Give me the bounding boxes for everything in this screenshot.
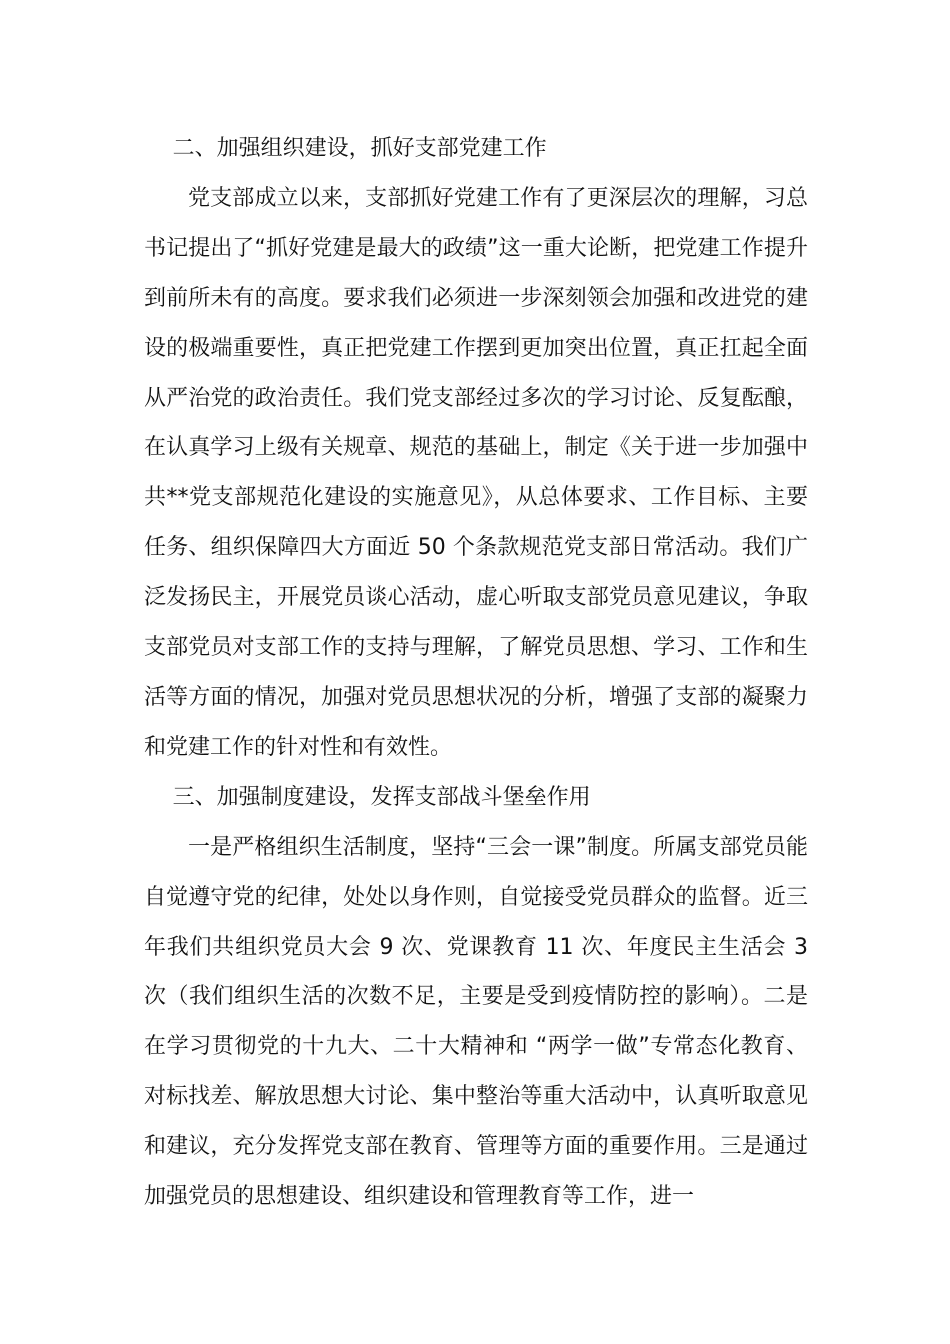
section-heading: 三、加强制度建设，发挥支部战斗堡垒作用 (172, 784, 591, 810)
document-body (144, 124, 808, 1222)
body-paragraph: 一是严格组织生活制度，坚持“三会一课”制度。所属支部党员能自觉遵守党的纪律，处处以身作则，自觉接受党员群众的监督。近三年我们共组织党员大会 9 次、党课教育 11 次、年度民主生活会 3 次（我们组织生活的次数不足，主要是受到疫情防控的影响）。二是在学习贯彻党的十九大、二十大精神和 “两学一做”专常态化教育、对标找差、解放思想大讨论、集中整治等重大活动中，认真听取意见和建议，充分发挥党支部在教育、管理等方面的重要作用。三是通过加强党员的思想建设、组织建设和管理教育等工作，进一 (144, 834, 808, 1210)
body-paragraph: 党支部成立以来，支部抓好党建工作有了更深层次的理解，习总书记提出了“抓好党建是最大的政绩”这一重大论断，把党建工作提升到前所未有的高度。要求我们必须进一步深刻领会加强和改进党的建设的极端重要性，真正把党建工作摆到更加突出位置，真正扛起全面从严治党的政治责任。我们党支部经过多次的学习讨论、反复酝酿，在认真学习上级有关规章、规范的基础上，制定《关于进一步加强中共**党支部规范化建设的实施意见》，从总体要求、工作目标、主要任务、组织保障四大方面近 50 个条款规范党支部日常活动。我们广泛发扬民主，开展党员谈心活动，虚心听取支部党员意见建议，争取支部党员对支部工作的支持与理解，了解党员思想、学习、工作和生活等方面的情况，加强对党员思想状况的分析，增强了支部的凝聚力和党建工作的针对性和有效性。 (144, 185, 808, 760)
section-heading: 二、加强组织建设，抓好支部党建工作 (172, 136, 547, 161)
